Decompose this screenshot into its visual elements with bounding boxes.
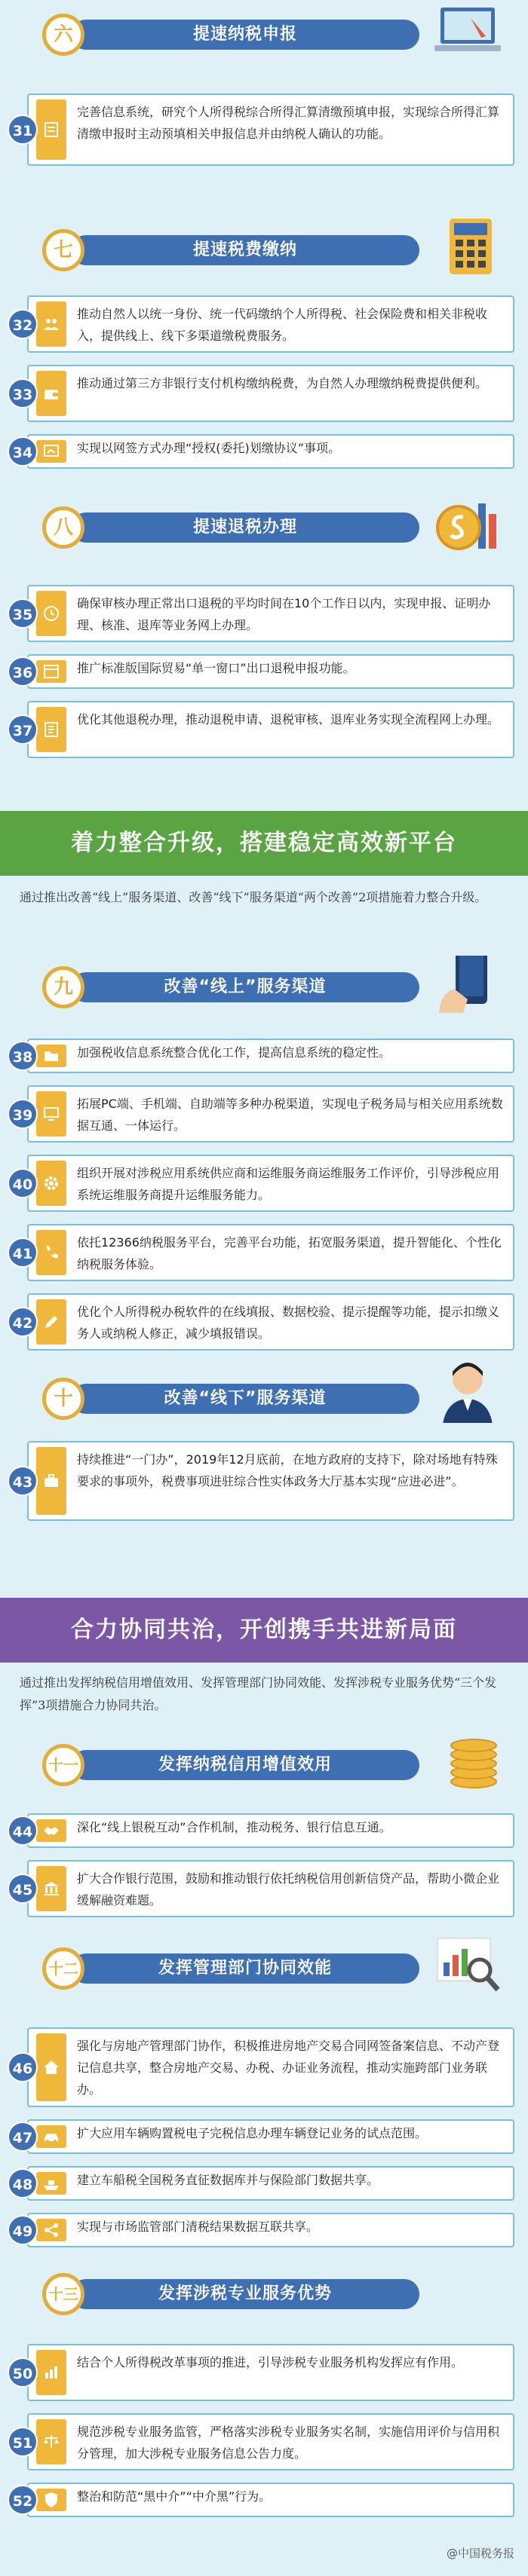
- item-number: 41: [8, 1238, 38, 1268]
- section-title: 改善“线下”服务渠道: [164, 1389, 327, 1408]
- section-title: 发挥涉税专业服务优势: [158, 2284, 332, 2303]
- wallet-icon: [36, 371, 66, 416]
- list-item-39: [8, 1085, 514, 1143]
- people-icon: [36, 301, 66, 347]
- section-badge: 十二: [42, 1947, 84, 1990]
- banner-intro: 通过推出改善“线上”服务渠道、改善“线下”服务渠道“两个改善”2项措施着力整合升级。: [20, 890, 487, 904]
- list-item-50: [8, 2344, 514, 2401]
- item-number: 32: [8, 309, 38, 339]
- item-text: 依托12366纳税服务平台，完善平台功能，拓宽服务渠道，提升智能化、个性化纳税服务体验。: [77, 1235, 502, 1271]
- banner-intro: 通过推出发挥纳税信用增值效用、发挥管理部门协同效能、发挥涉税专业服务优势“三个发挥”3项措施合力协同共治。: [20, 1675, 497, 1712]
- section-title: 发挥管理部门协同效能: [158, 1959, 332, 1978]
- gear-icon: [36, 1161, 66, 1206]
- item-text: 优化个人所得税办税软件的在线填报、数据校验、提示提醒等功能，提示扣缴义务人或纳税人修正，减少填报错误。: [77, 1305, 500, 1341]
- section-badge: 七: [42, 229, 84, 271]
- item-text: 拓展PC端、手机端、自助端等多种办税渠道，实现电子税务局与相关应用系统数据互通、一体运行。: [77, 1097, 503, 1133]
- item-number: 34: [8, 436, 38, 467]
- section-title: 提速退税办理: [192, 518, 297, 537]
- clock-icon: [36, 591, 66, 636]
- section-title: 发挥纳税信用增值效用: [158, 1755, 332, 1774]
- item-number: 50: [8, 2357, 38, 2388]
- list-item-47: [8, 2119, 514, 2154]
- banner-title: 着力整合升级，搭建稳定高效新平台: [71, 830, 457, 856]
- item-text: 实现与市场监管部门清税结果数据互联共享。: [77, 2220, 319, 2234]
- list-item-45: [8, 1860, 514, 1917]
- list-item-36: [8, 654, 514, 689]
- magnifier-chart-icon: [433, 1937, 502, 1994]
- list-item-35: [8, 585, 514, 642]
- item-text: 加强税收信息系统整合优化工作，提高信息系统的稳定性。: [77, 1045, 391, 1060]
- scale-icon: [36, 2419, 66, 2464]
- section-title: 提速纳税申报: [192, 25, 297, 44]
- list-item-42: [8, 1293, 514, 1351]
- shield-icon: [36, 2489, 66, 2511]
- section-header-11: [42, 1744, 419, 1786]
- list-item-38: [8, 1039, 514, 1073]
- banner-title: 合力协同共治，开创携手共进新局面: [71, 1617, 457, 1643]
- section-badge: 六: [42, 14, 84, 56]
- chart-icon: [36, 2350, 66, 2395]
- item-number: 37: [8, 714, 38, 745]
- item-number: 47: [8, 2122, 38, 2152]
- item-number: 52: [8, 2485, 38, 2515]
- section-badge: 十一: [42, 1744, 84, 1786]
- section-header-12: [42, 1947, 419, 1990]
- section-title: 提速税费缴纳: [192, 240, 297, 259]
- item-text: 持续推进“一门办”，2019年12月底前，在地方政府的支持下，除对场地有特殊要求的事项外，税费事项进驻综合性实体政务大厅基本实现“应进必进”。: [77, 1452, 498, 1488]
- service-agent-icon: [433, 1348, 502, 1423]
- hand-phone-icon: [433, 956, 502, 1013]
- item-number: 45: [8, 1874, 38, 1904]
- house-icon: [36, 2033, 66, 2101]
- item-number: 40: [8, 1168, 38, 1198]
- section-badge: 十三: [42, 2273, 84, 2315]
- section-header-13: [42, 2273, 419, 2315]
- item-text: 实现以网签方式办理“授权(委托)划缴协议”事项。: [77, 441, 341, 455]
- item-text: 深化“线上银税互动”合作机制，推动税务、银行信息互通。: [77, 1820, 391, 1834]
- item-text: 规范涉税专业服务监管，严格落实涉税专业服务实名制，实施信用评价与信用积分管理，加大涉税专业服务信息公告力度。: [77, 2425, 500, 2461]
- item-text: 结合个人所得税改革事项的推进，引导涉税专业服务机构发挥应有作用。: [77, 2355, 464, 2369]
- list-item-43: [8, 1441, 514, 1521]
- list-item-48: [8, 2166, 514, 2201]
- item-number: 48: [8, 2168, 38, 2198]
- car-icon: [36, 2125, 66, 2148]
- section-badge: 九: [42, 966, 84, 1008]
- section-header-7: [42, 229, 419, 271]
- item-text: 推动自然人以统一身份、统一代码缴纳个人所得税、社会保险费和相关非税收入，提供线上、线下多渠道缴税费服务。: [77, 307, 488, 343]
- list-item-40: [8, 1155, 514, 1212]
- monitor-icon: [36, 1091, 66, 1137]
- list-item-32: [8, 295, 514, 353]
- item-text: 推动通过第三方非银行支付机构缴纳税费，为自然人办理缴纳税费提供便利。: [77, 376, 488, 390]
- document-icon: [36, 99, 66, 160]
- item-number: 44: [8, 1816, 38, 1846]
- list-item-33: [8, 365, 514, 422]
- item-text: 确保审核办理正常出口退税的平均时间在10个工作日以内，实现申报、证明办理、核准、退库等业务网上办理。: [77, 596, 491, 632]
- list-item-31: [8, 93, 514, 166]
- list-item-51: [8, 2413, 514, 2470]
- item-text: 强化与房地产管理部门协作，积极推进房地产交易合同网签备案信息、不动产登记信息共享，整合房地产交易、办税、办证业务流程，推动实施跨部门业务联办。: [77, 2039, 500, 2097]
- item-number: 38: [8, 1041, 38, 1071]
- section-header-10: [42, 1378, 419, 1420]
- item-number: 42: [8, 1307, 38, 1337]
- item-number: 43: [8, 1466, 38, 1496]
- item-number: 49: [8, 2215, 38, 2245]
- handshake-icon: [36, 1819, 66, 1842]
- list-item-52: [8, 2483, 514, 2517]
- window-icon: [36, 660, 66, 683]
- section-header-6: [42, 14, 419, 56]
- item-number: 39: [8, 1099, 38, 1129]
- item-number: 51: [8, 2427, 38, 2457]
- banner-collaboration: [0, 1598, 528, 1663]
- item-number: 33: [8, 378, 38, 408]
- item-number: 31: [8, 115, 38, 145]
- item-text: 扩大合作银行范围，鼓励和推动银行依托纳税信用创新信贷产品，帮助小微企业缓解融资难题。: [77, 1871, 500, 1908]
- section-title: 改善“线上”服务渠道: [164, 977, 327, 996]
- list-item-46: [8, 2027, 514, 2107]
- folder-icon: [36, 1045, 66, 1067]
- contract-icon: [36, 440, 66, 463]
- share-icon: [36, 2219, 66, 2241]
- calculator-icon: [433, 219, 502, 276]
- banner-integration: [0, 811, 528, 876]
- list-item-34: [8, 434, 514, 469]
- briefcase-icon: [36, 1447, 66, 1515]
- list-item-41: [8, 1224, 514, 1281]
- item-number: 36: [8, 656, 38, 687]
- item-text: 建立车船税全国税务直征数据库并与保险部门数据共享。: [77, 2173, 379, 2187]
- item-text: 扩大应用车辆购置税电子完税信息办理车辆登记业务的试点范围。: [77, 2126, 428, 2140]
- watermark: @中国税务报: [446, 2547, 514, 2560]
- item-number: 46: [8, 2052, 38, 2082]
- item-text: 优化其他退税办理，推动退税申请、退税审核、退库业务实现全流程网上办理。: [77, 712, 500, 727]
- bank-icon: [36, 1866, 66, 1911]
- item-text: 完善信息系统，研究个人所得税综合所得汇算清缴预填申报，实现综合所得汇算清缴申报时主动预填相关申报信息并由纳税人确认的功能。: [77, 105, 500, 141]
- ship-icon: [36, 2172, 66, 2195]
- list-icon: [36, 707, 66, 752]
- item-text: 整治和防范“黑中介”“中介黑”行为。: [77, 2489, 272, 2504]
- phone-icon: [36, 1230, 66, 1275]
- edit-icon: [36, 1299, 66, 1345]
- list-item-49: [8, 2213, 514, 2247]
- laptop-icon: [433, 3, 502, 60]
- section-badge: 八: [42, 506, 84, 549]
- list-item-37: [8, 701, 514, 758]
- section-badge: 十: [42, 1378, 84, 1420]
- item-text: 推广标准版国际贸易“单一窗口”出口退税申报功能。: [77, 661, 355, 675]
- coins-stack-icon: [433, 1733, 502, 1791]
- list-item-44: [8, 1813, 514, 1848]
- section-header-9: [42, 966, 419, 1008]
- section-header-8: [42, 506, 419, 549]
- item-number: 35: [8, 598, 38, 629]
- item-text: 组织开展对涉税应用系统供应商和运维服务商运维服务工作评价，引导涉税应用系统运维服务商提升运维服务能力。: [77, 1166, 500, 1202]
- coin-icon: [433, 496, 502, 553]
